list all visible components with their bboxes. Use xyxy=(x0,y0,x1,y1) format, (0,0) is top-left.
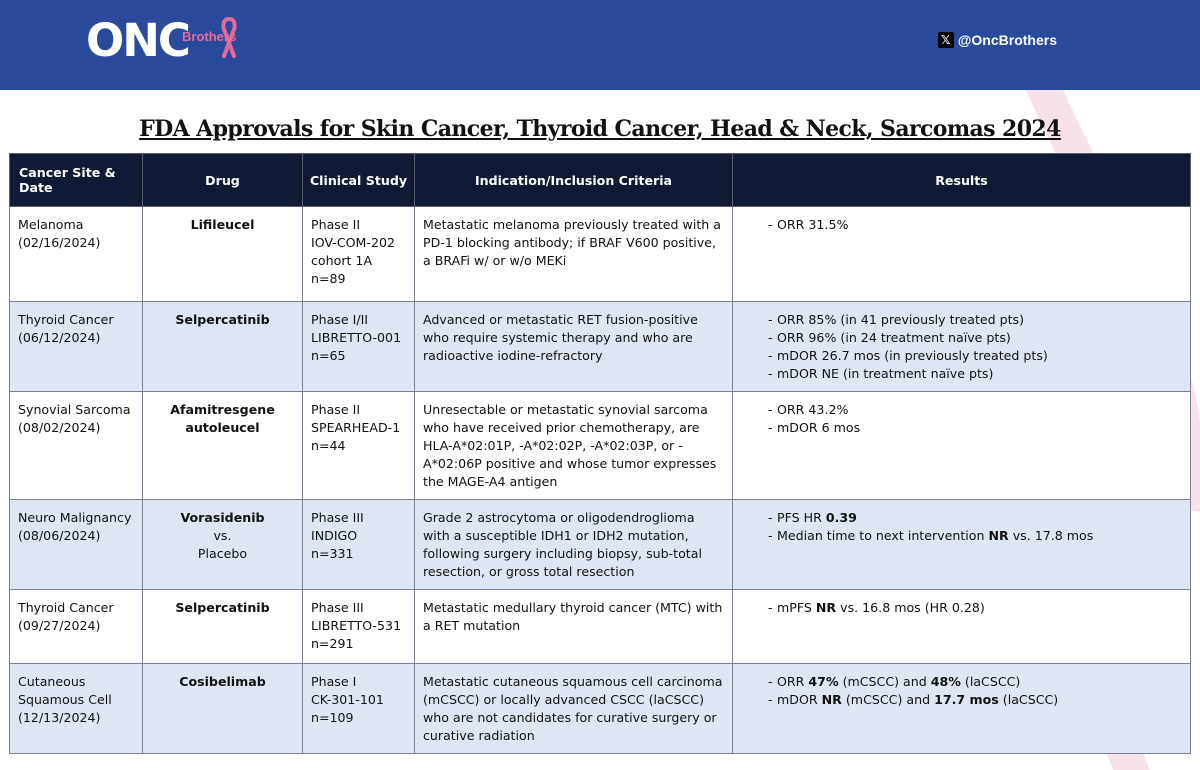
study-line: n=89 xyxy=(311,271,346,286)
col-header-drug: Drug xyxy=(143,154,303,207)
result-item: - ORR 96% (in 24 treatment naïve pts) xyxy=(768,330,1011,345)
result-item: - mDOR 26.7 mos (in previously treated pts) xyxy=(768,348,1048,363)
result-item: - mDOR 6 mos xyxy=(768,420,861,435)
result-item: - Median time to next intervention NR vs. 17.8 mos xyxy=(768,528,1094,543)
result-item: - mDOR NR (mCSCC) and 17.7 mos (laCSCC) xyxy=(768,692,1059,707)
cell-study xyxy=(303,207,415,302)
cell-indication: Grade 2 astrocytoma or oligodendroglioma with a susceptible IDH1 or IDH2 mutation, following surgery including biopsy, sub-total resection, or gross total resection xyxy=(415,500,733,590)
drug-name: Vorasidenib xyxy=(180,510,265,525)
drug-name: Selpercatinib xyxy=(175,312,270,327)
study-line: SPEARHEAD-1 xyxy=(311,420,401,435)
study-line: IOV-COM-202 xyxy=(311,235,395,250)
cell-results xyxy=(733,590,1191,664)
cell-drug xyxy=(143,500,303,590)
study-line: cohort 1A xyxy=(311,253,373,268)
table-row xyxy=(10,302,1191,392)
result-item: - mDOR NE (in treatment naïve pts) xyxy=(768,366,994,381)
cell-indication: Metastatic cutaneous squamous cell carcinoma (mCSCC) or locally advanced CSCC (laCSCC) who are not candidates for curative surgery or curative radiation xyxy=(415,664,733,754)
fda-approvals-table xyxy=(9,153,1191,754)
cell-study xyxy=(303,392,415,500)
site-date: (06/12/2024) xyxy=(18,330,101,345)
study-line: n=65 xyxy=(311,348,346,363)
site-date: (12/13/2024) xyxy=(18,710,101,725)
drug-vs: vs. xyxy=(213,528,232,543)
cell-results xyxy=(733,207,1191,302)
cell-site xyxy=(10,500,143,590)
cell-study xyxy=(303,664,415,754)
col-header-study: Clinical Study xyxy=(303,154,415,207)
drug-name: Selpercatinib xyxy=(175,600,270,615)
study-line: LIBRETTO-001 xyxy=(311,330,402,345)
table-row xyxy=(10,500,1191,590)
study-line: CK-301-101 xyxy=(311,692,384,707)
cell-drug xyxy=(143,207,303,302)
result-item: - PFS HR 0.39 xyxy=(768,510,857,525)
cell-study xyxy=(303,590,415,664)
result-item: - ORR 31.5% xyxy=(768,217,849,232)
study-line: n=331 xyxy=(311,546,354,561)
drug-comparator: Placebo xyxy=(197,546,248,561)
table-row xyxy=(10,207,1191,302)
study-line: Phase II xyxy=(311,217,361,232)
study-line: Phase III xyxy=(311,600,364,615)
col-header-indication: Indication/Inclusion Criteria xyxy=(415,154,733,207)
header-banner xyxy=(0,0,1200,90)
cell-results xyxy=(733,392,1191,500)
study-line: Phase II xyxy=(311,402,361,417)
cell-indication: Metastatic melanoma previously treated with a PD-1 blocking antibody; if BRAF V600 positive, a BRAFi w/ or w/o MEKi xyxy=(415,207,733,302)
site-name: Melanoma xyxy=(18,217,84,232)
site-date: (09/27/2024) xyxy=(18,618,101,633)
social-handle[interactable] xyxy=(938,32,1057,48)
cell-drug xyxy=(143,664,303,754)
logo-sub-text: Brothers xyxy=(182,29,237,44)
logo-main-text: ONC xyxy=(86,14,189,67)
page-title: FDA Approvals for Skin Cancer, Thyroid Cancer, Head & Neck, Sarcomas 2024 xyxy=(139,116,1061,142)
study-line: n=291 xyxy=(311,636,354,651)
site-name: Neuro Malignancy xyxy=(18,510,132,525)
table-row xyxy=(10,664,1191,754)
cell-results xyxy=(733,664,1191,754)
cell-site xyxy=(10,207,143,302)
site-name: Cutaneous Squamous Cell xyxy=(18,674,112,707)
site-name: Synovial Sarcoma xyxy=(18,402,131,417)
col-header-results: Results xyxy=(733,154,1191,207)
site-name: Thyroid Cancer xyxy=(18,312,114,327)
table-row xyxy=(10,392,1191,500)
cell-site xyxy=(10,392,143,500)
cell-site xyxy=(10,302,143,392)
study-line: INDIGO xyxy=(311,528,358,543)
cell-indication: Advanced or metastatic RET fusion-positive who require systemic therapy and who are radioactive iodine-refractory xyxy=(415,302,733,392)
result-item: - ORR 47% (mCSCC) and 48% (laCSCC) xyxy=(768,674,1021,689)
study-line: Phase I xyxy=(311,674,357,689)
x-logo-icon: 𝕏 xyxy=(938,32,954,48)
cell-indication: Metastatic medullary thyroid cancer (MTC) with a RET mutation xyxy=(415,590,733,664)
cell-drug xyxy=(143,590,303,664)
study-line: n=109 xyxy=(311,710,354,725)
result-item: - ORR 43.2% xyxy=(768,402,849,417)
site-name: Thyroid Cancer xyxy=(18,600,114,615)
cell-study xyxy=(303,302,415,392)
drug-name: Afamitresgene autoleucel xyxy=(170,402,275,435)
cell-results xyxy=(733,500,1191,590)
site-date: (08/06/2024) xyxy=(18,528,101,543)
cell-drug xyxy=(143,392,303,500)
cell-indication: Unresectable or metastatic synovial sarcoma who have received prior chemotherapy, are HLA-A*02:01P, -A*02:02P, -A*02:03P, or -A*02:06P positive and whose tumor expresses the MAGE-A4 antigen xyxy=(415,392,733,500)
site-date: (02/16/2024) xyxy=(18,235,101,250)
onc-brothers-logo xyxy=(86,12,256,72)
handle-text: @OncBrothers xyxy=(957,32,1057,48)
cell-site xyxy=(10,590,143,664)
cell-study xyxy=(303,500,415,590)
cell-site xyxy=(10,664,143,754)
col-header-site: Cancer Site & Date xyxy=(10,154,143,207)
drug-name: Cosibelimab xyxy=(179,674,266,689)
study-line: Phase III xyxy=(311,510,364,525)
result-item: - mPFS NR vs. 16.8 mos (HR 0.28) xyxy=(768,600,985,615)
drug-name: Lifileucel xyxy=(190,217,255,232)
site-date: (08/02/2024) xyxy=(18,420,101,435)
cell-results xyxy=(733,302,1191,392)
study-line: LIBRETTO-531 xyxy=(311,618,402,633)
study-line: Phase I/II xyxy=(311,312,368,327)
table-header-row xyxy=(10,154,1191,207)
result-item: - ORR 85% (in 41 previously treated pts) xyxy=(768,312,1025,327)
study-line: n=44 xyxy=(311,438,346,453)
table-row xyxy=(10,590,1191,664)
cell-drug xyxy=(143,302,303,392)
